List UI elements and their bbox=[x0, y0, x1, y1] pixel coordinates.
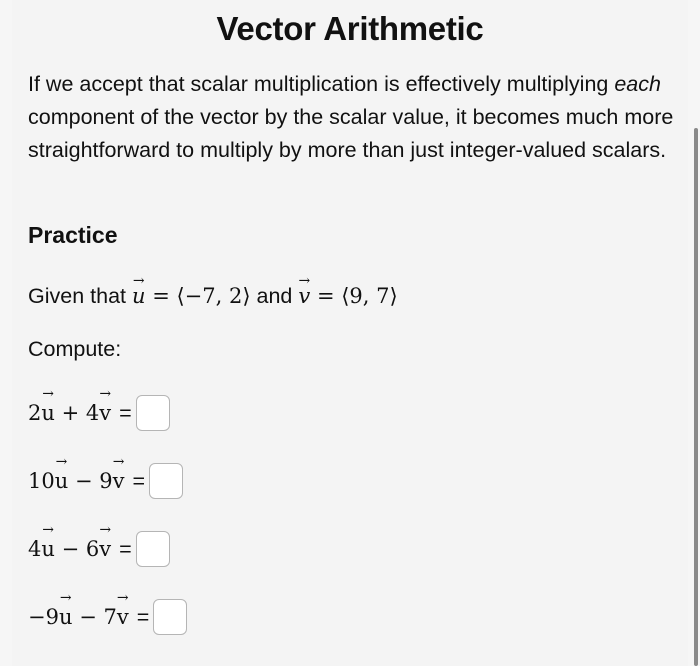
expression: −9→ u − 7→ v bbox=[28, 605, 129, 629]
page bbox=[12, 0, 688, 666]
answer-input[interactable] bbox=[136, 395, 170, 431]
answer-input[interactable] bbox=[149, 463, 183, 499]
intro-emphasis: each bbox=[614, 72, 661, 96]
v-vector-symbol: → v bbox=[298, 280, 310, 312]
answer-input[interactable] bbox=[136, 531, 170, 567]
problem-row bbox=[28, 461, 183, 501]
equals-sign: = bbox=[132, 468, 146, 493]
v-definition bbox=[298, 284, 397, 308]
intro-text-1: If we accept that scalar multiplication is effectively multiplying bbox=[28, 72, 615, 96]
given-statement bbox=[28, 280, 398, 312]
u-vector-symbol: → u bbox=[132, 280, 146, 312]
expression: 4→ u − 6→ v bbox=[28, 537, 111, 561]
problem-row bbox=[28, 393, 170, 433]
intro-text-2: component of the vector by the scalar value, it becomes much more straightforward to multiply by more than just integer-valued scalars. bbox=[28, 105, 674, 162]
expression: 10→ u − 9→ v bbox=[28, 469, 125, 493]
compute-label: Compute: bbox=[28, 337, 122, 361]
page-title: Vector Arithmetic bbox=[216, 10, 484, 47]
practice-heading: Practice bbox=[28, 222, 118, 248]
expression: 2→ u + 4→ v bbox=[28, 401, 111, 425]
scrollbar[interactable] bbox=[694, 128, 698, 666]
problem-row bbox=[28, 529, 170, 569]
equals-sign: = bbox=[119, 400, 132, 425]
v-value: = ⟨9, 7⟩ bbox=[316, 284, 398, 308]
u-definition bbox=[132, 284, 251, 308]
given-connector: and bbox=[256, 284, 293, 308]
equals-sign: = bbox=[119, 536, 132, 561]
problem-row bbox=[28, 597, 187, 637]
intro-paragraph bbox=[28, 68, 678, 167]
equals-sign: = bbox=[136, 604, 150, 629]
answer-input[interactable] bbox=[153, 599, 187, 635]
u-value: = ⟨−7, 2⟩ bbox=[152, 284, 251, 308]
given-prefix: Given that bbox=[28, 284, 126, 308]
